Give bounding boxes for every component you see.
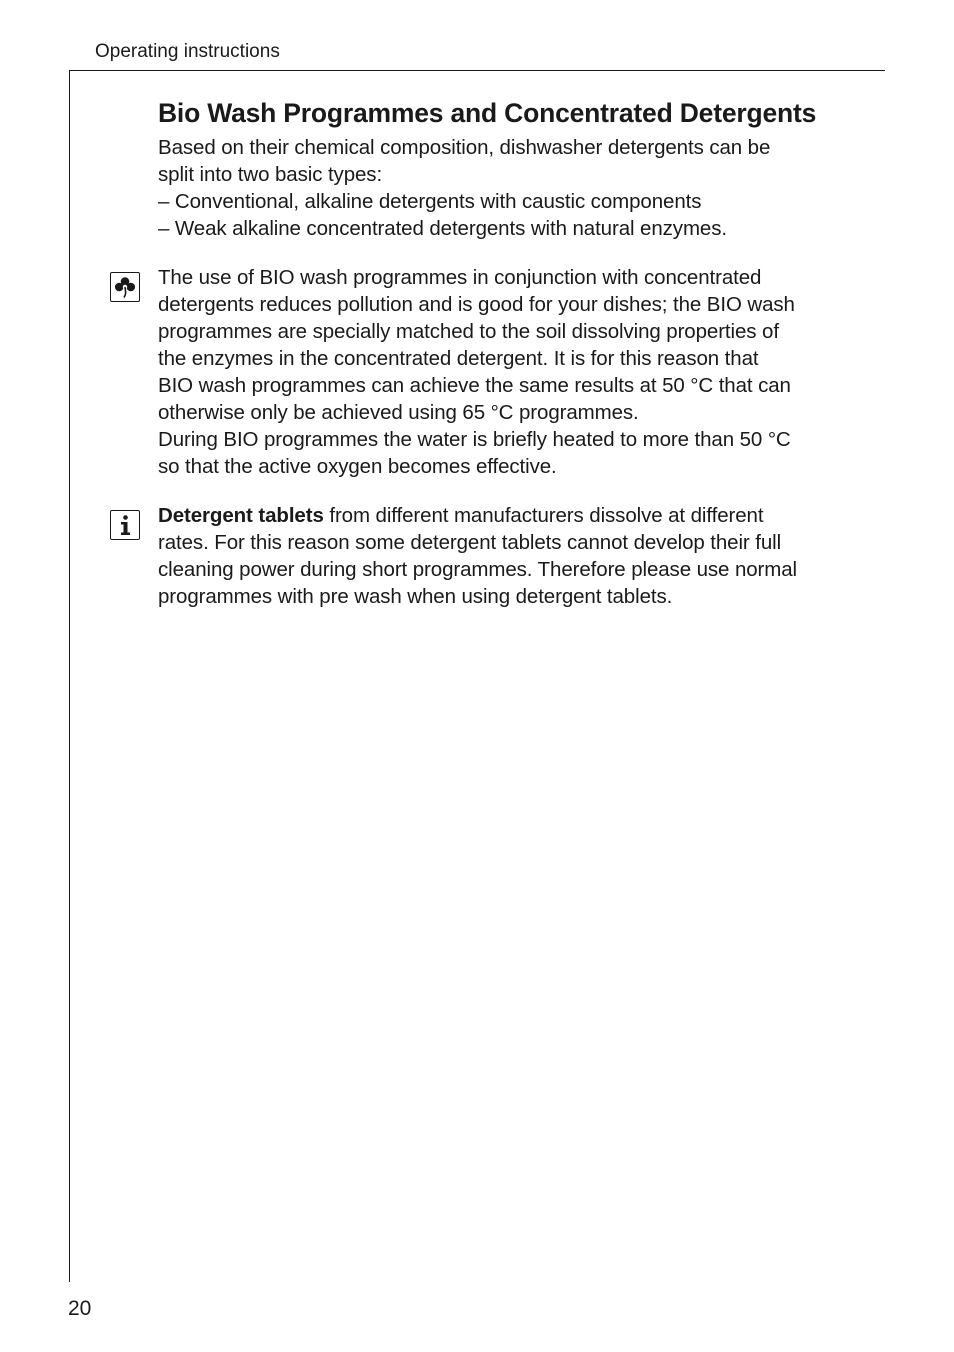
clover-leaf-icon — [110, 272, 140, 302]
info-icon-graphic — [113, 513, 137, 537]
note-line: the enzymes in the concentrated detergent. It is for this reason that — [158, 347, 759, 370]
note-line: The use of BIO wash programmes in conjunction with concentrated — [158, 266, 762, 289]
info-icon — [110, 510, 140, 540]
note-line: so that the active oxygen becomes effective. — [158, 455, 557, 478]
header-rule — [69, 70, 885, 71]
main-content — [158, 96, 863, 610]
intro-paragraph — [158, 134, 863, 242]
intro-line: Based on their chemical composition, dishwasher detergents can be — [158, 136, 771, 159]
detergent-tablets-term: Detergent tablets — [158, 504, 324, 527]
environment-note — [158, 264, 863, 480]
margin-rule — [69, 70, 70, 1282]
clover-leaf-icon-graphic — [113, 275, 137, 299]
note-line: programmes with pre wash when using detergent tablets. — [158, 585, 673, 608]
intro-list-item: – Conventional, alkaline detergents with caustic components — [158, 190, 702, 213]
note-line: BIO wash programmes can achieve the same results at 50 °C that can — [158, 374, 791, 397]
note-line: rates. For this reason some detergent tablets cannot develop their full — [158, 531, 782, 554]
note-line: detergents reduces pollution and is good for your dishes; the BIO wash — [158, 293, 795, 316]
note-line — [158, 502, 863, 529]
intro-list-item: – Weak alkaline concentrated detergents with natural enzymes. — [158, 217, 727, 240]
note-line-rest: from different manufacturers dissolve at different — [323, 504, 764, 527]
environment-note-text — [158, 264, 863, 480]
note-line: otherwise only be achieved using 65 °C programmes. — [158, 401, 639, 424]
note-line: During BIO programmes the water is briefly heated to more than 50 °C — [158, 428, 791, 451]
running-header: Operating instructions — [95, 41, 280, 62]
section-title: Bio Wash Programmes and Concentrated Detergents — [158, 98, 817, 128]
info-note-text — [158, 502, 863, 610]
page-number: 20 — [68, 1297, 92, 1320]
note-line: programmes are specially matched to the soil dissolving properties of — [158, 320, 779, 343]
intro-line: split into two basic types: — [158, 163, 383, 186]
note-line: cleaning power during short programmes. Therefore please use normal — [158, 558, 798, 581]
info-note — [158, 502, 863, 610]
